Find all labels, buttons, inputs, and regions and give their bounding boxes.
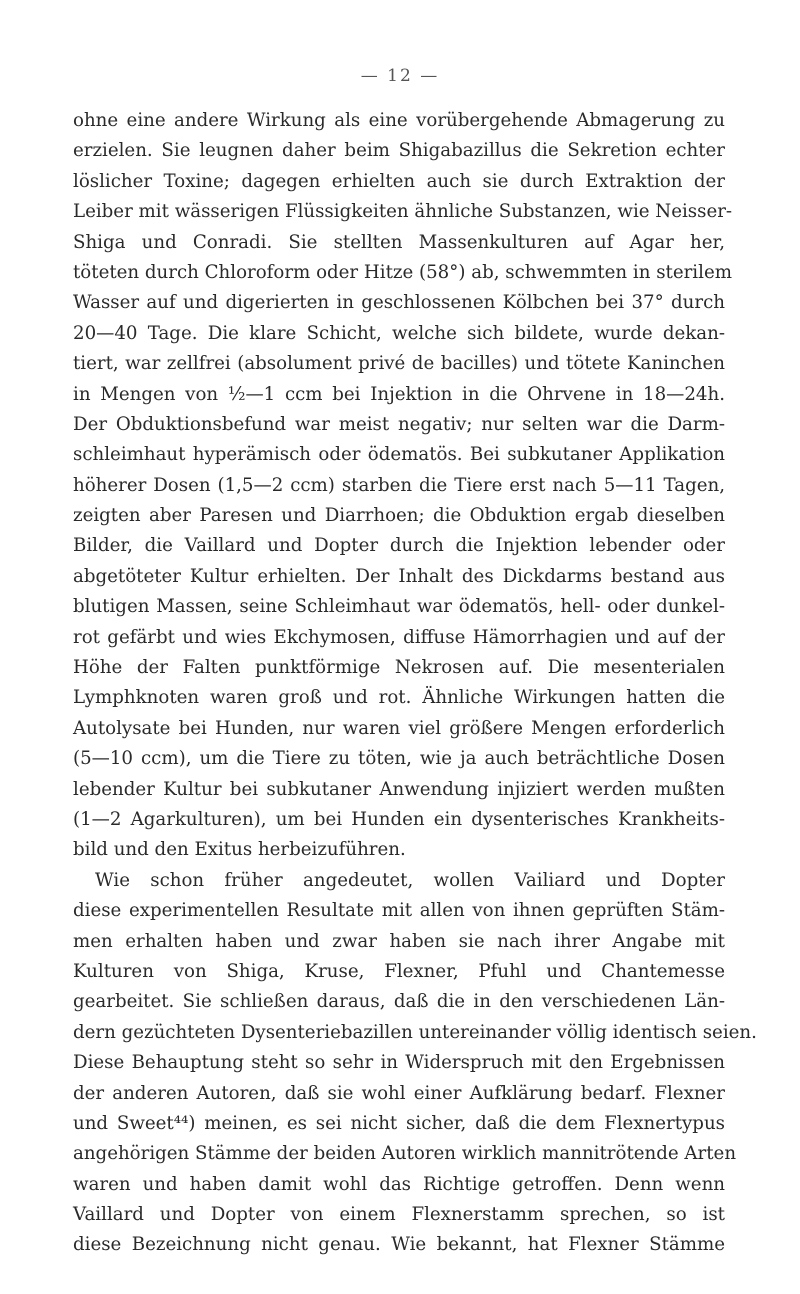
text-line: men erhalten haben und zwar haben sie nach ihrer Angabe mit: [73, 930, 725, 952]
text-line: Der Obduktionsbefund war meist negativ; nur selten war die Darm-: [73, 413, 725, 435]
text-line: erzielen. Sie leugnen daher beim Shigabazillus die Sekretion echter: [73, 140, 725, 162]
text-line: diese experimentellen Resultate mit allen von ihnen geprüften Stäm-: [73, 900, 725, 922]
text-line: (1—2 Agarkulturen), um bei Hunden ein dysenterisches Krankheits-: [73, 808, 725, 830]
text-line: abgetöteter Kultur erhielten. Der Inhalt des Dickdarms bestand aus: [73, 565, 725, 587]
text-line: dern gezüchteten Dysenteriebazillen untereinander völlig identisch seien.: [73, 1021, 757, 1043]
text-line: Vaillard und Dopter von einem Flexnerstamm sprechen, so ist: [73, 1204, 725, 1226]
text-line: Höhe der Falten punktförmige Nekrosen auf. Die mesenterialen: [73, 657, 725, 679]
text-line: Shiga und Conradi. Sie stellten Massenkulturen auf Agar her,: [73, 231, 725, 253]
text-line: töteten durch Chloroform oder Hitze (58°) ab, schwemmten in sterilem: [73, 261, 732, 283]
text-line: und Sweet⁴⁴) meinen, es sei nicht sicher, daß die dem Flexnertypus: [73, 1112, 725, 1134]
text-line: lebender Kultur bei subkutaner Anwendung injiziert werden mußten: [73, 778, 725, 800]
text-line: bild und den Exitus herbeizuführen.: [73, 839, 406, 861]
text-line: 20—40 Tage. Die klare Schicht, welche sich bildete, wurde dekan-: [73, 322, 725, 344]
text-line: gearbeitet. Sie schließen daraus, daß die in den verschiedenen Län-: [73, 991, 725, 1013]
body-text: [73, 106, 757, 1261]
text-line: Kulturen von Shiga, Kruse, Flexner, Pfuhl und Chantemesse: [73, 960, 725, 982]
text-line: in Mengen von ½—1 ccm bei Injektion in die Ohrvene in 18—24h.: [73, 383, 725, 405]
text-line: Autolysate bei Hunden, nur waren viel größere Mengen erforderlich: [73, 717, 725, 739]
text-line: höherer Dosen (1,5—2 ccm) starben die Tiere erst nach 5—11 Tagen,: [73, 474, 725, 496]
text-line: Lymphknoten waren groß und rot. Ähnliche Wirkungen hatten die: [73, 687, 725, 709]
text-line: Bilder, die Vaillard und Dopter durch die Injektion lebender oder: [73, 535, 725, 557]
text-line: zeigten aber Paresen und Diarrhoen; die Obduktion ergab dieselben: [73, 505, 725, 527]
text-line: (5—10 ccm), um die Tiere zu töten, wie ja auch beträchtliche Dosen: [73, 748, 725, 770]
text-line: ohne eine andere Wirkung als eine vorübergehende Abmagerung zu: [73, 110, 725, 131]
text-line: Diese Behauptung steht so sehr in Widerspruch mit den Ergebnissen: [73, 1052, 725, 1074]
text-line: tiert, war zellfrei (absolument privé de bacilles) und tötete Kaninchen: [73, 353, 725, 375]
text-line: waren und haben damit wohl das Richtige getroffen. Denn wenn: [73, 1173, 725, 1195]
page-number: — 12 —: [360, 66, 440, 86]
text-line: Wasser auf und digerierten in geschlossenen Kölbchen bei 37° durch: [73, 292, 725, 314]
text-line: Leiber mit wässerigen Flüssigkeiten ähnliche Substanzen, wie Neisser-: [73, 201, 733, 223]
text-line: diese Bezeichnung nicht genau. Wie bekannt, hat Flexner Stämme: [73, 1234, 725, 1256]
text-line: Wie schon früher angedeutet, wollen Vailiard und Dopter: [95, 869, 725, 891]
text-line: der anderen Autoren, daß sie wohl einer Aufklärung bedarf. Flexner: [73, 1082, 725, 1104]
text-line: schleimhaut hyperämisch oder ödematös. Bei subkutaner Applikation: [73, 444, 725, 466]
text-line: rot gefärbt und wies Ekchymosen, diffuse Hämorrhagien und auf der: [73, 626, 725, 648]
text-line: blutigen Massen, seine Schleimhaut war ödematös, hell- oder dunkel-: [73, 596, 725, 618]
text-line: angehörigen Stämme der beiden Autoren wirklich mannitrötende Arten: [73, 1143, 737, 1165]
text-line: löslicher Toxine; dagegen erhielten auch sie durch Extraktion der: [73, 170, 725, 192]
